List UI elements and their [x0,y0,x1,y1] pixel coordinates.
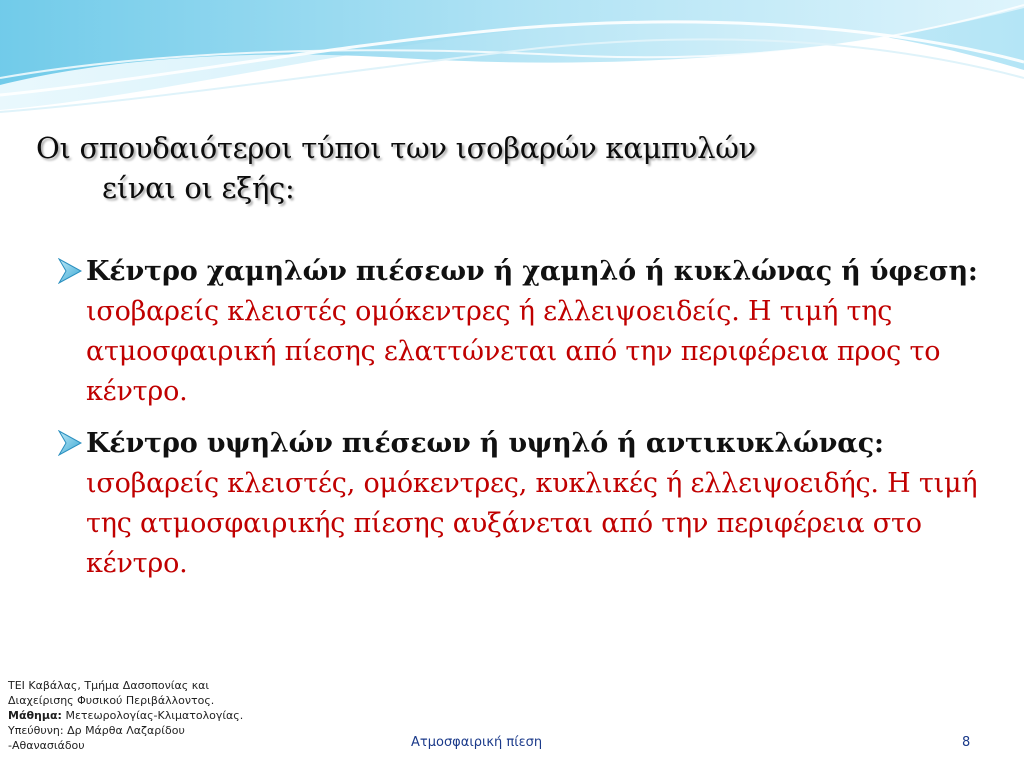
title-line-1: Οι σπουδαιότεροι τύποι των ισοβαρών καμπυλών [36,131,756,165]
footer-course-value: Μετεωρολογίας-Κλιματολογίας. [61,709,244,722]
bullet-item-low-pressure [58,252,978,412]
footer-course [8,708,268,723]
footer-slide-topic: Ατμοσφαιρική πίεση [411,735,543,750]
footer-instructor-cont: -Αθανασιάδου [8,739,85,752]
arrowhead-bullet-icon [58,258,82,284]
page-number: 8 [962,735,971,750]
footer-institution: ΤΕΙ Καβάλας, Τμήμα Δασοπονίας και [8,679,210,692]
title-line-2: είναι οι εξής: [102,171,295,205]
footer-course-label: Μάθημα: [8,709,62,722]
bullet-item-high-pressure [58,424,978,584]
bullet-term: Κέντρο χαμηλών πιέσεων ή χαμηλό ή κυκλώνας ή ύφεση: [86,256,978,287]
bullet-definition: ισοβαρείς κλειστές, ομόκεντρες, κυκλικές ή ελλειψοειδής. Η τιμή της ατμοσφαιρικής πίεσης αυξάνεται από την περιφέρεια στο κέντρο. [86,468,978,579]
footer-department: Διαχείρισης Φυσικού Περιβάλλοντος. [8,694,215,707]
arrowhead-bullet-icon [58,430,82,456]
bullet-definition: ισοβαρείς κλειστές ομόκεντρες ή ελλειψοειδείς. Η τιμή της ατμοσφαιρική πίεσης ελαττώνεται από την περιφέρεια προς το κέντρο. [86,296,941,407]
bullet-term: Κέντρο υψηλών πιέσεων ή υψηλό ή αντικυκλώνας: [86,428,884,459]
footer-instructor: Υπεύθυνη: Δρ Μάρθα Λαζαρίδου [8,724,185,737]
slide-title [36,128,996,208]
footer-info [8,678,268,753]
wave-banner [0,0,1024,130]
bullet-list [58,252,978,596]
